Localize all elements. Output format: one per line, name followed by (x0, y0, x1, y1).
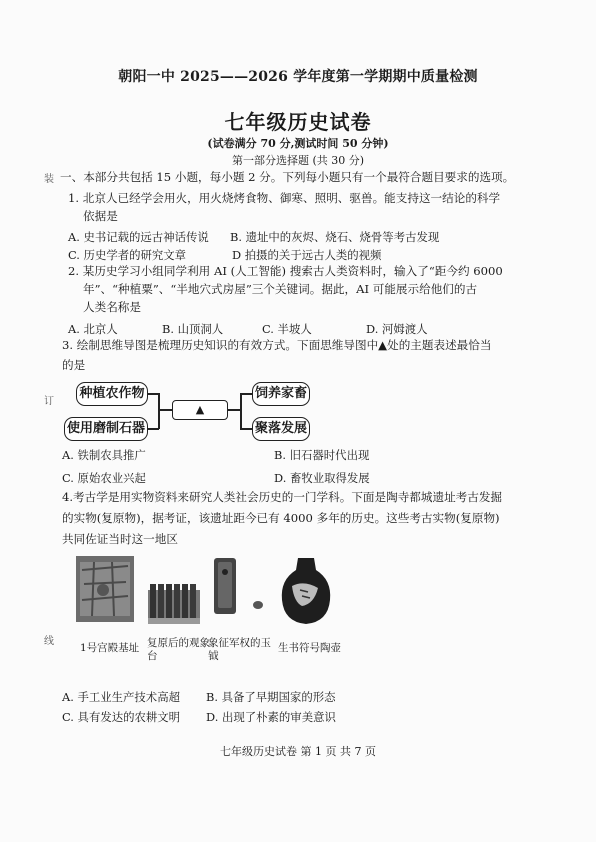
connector (158, 409, 172, 411)
q4-stem-line1: 4.考古学是用实物资料来研究人类社会历史的一门学科。下面是陶寺都城遗址考古发掘 (62, 490, 503, 504)
q1-stem-line1: 1. 北京人已经学会用火，用火烧烤食物、御寒、照明、驱兽。能支持这一结论的科学 (68, 191, 501, 205)
q1-option-c: C. 历史学者的研究文章 (68, 248, 187, 262)
caption-jade-1: 象征军权的玉 (208, 637, 271, 649)
q2-option-a: A. 北京人 (68, 322, 118, 336)
mindmap-left-top: 种植农作物 (76, 382, 148, 406)
q2-option-b: B. 山顶洞人 (162, 322, 224, 336)
exam-note: (试卷满分 70 分,测试时间 50 分钟) (207, 137, 389, 150)
q4-stem-line2: 的实物(复原物)，据考证，该遗址距今已有 4000 多年的历史。这些考古实物(复原物) (62, 511, 500, 525)
q3-stem-line2: 的是 (62, 358, 86, 372)
q3-stem-line1: 3. 绘制思维导图是梳理历史知识的有效方式。下面思维导图中▲处的主题表述最恰当 (62, 338, 492, 352)
small-fragment-photo (252, 600, 264, 610)
jade-yue-photo (210, 558, 240, 614)
q2-option-c: C. 半坡人 (262, 322, 312, 336)
connector (240, 428, 252, 430)
mindmap-left-bottom: 使用磨制石器 (64, 417, 148, 441)
binding-mark-3: 线 (44, 636, 54, 647)
binding-mark-1: 装 (44, 174, 54, 185)
mindmap-right-top: 饲养家畜 (252, 382, 310, 406)
q3-option-b: B. 旧石器时代出现 (274, 448, 370, 462)
q4-option-b: B. 具备了早期国家的形态 (206, 690, 336, 704)
connector (240, 393, 252, 395)
observatory-photo (148, 580, 200, 624)
connector (228, 409, 240, 411)
connector (240, 393, 242, 429)
q3-option-a: A. 铁制农具推广 (62, 448, 146, 462)
q4-option-c: C. 具有发达的农耕文明 (62, 710, 181, 724)
q2-stem-line3: 人类名称是 (83, 300, 141, 314)
q2-stem-line1: 2. 某历史学习小组同学利用 AI (人工智能) 搜索古人类资料时，输入了“距今约 6000 (68, 264, 503, 278)
q1-option-b: B. 遗址中的灰烬、烧石、烧骨等考古发现 (230, 230, 440, 244)
section-intro: 一、本部分共包括 15 小题，每小题 2 分。下列每小题只有一个最符合题目要求的选项。 (60, 170, 515, 184)
pottery-pot-photo (278, 556, 334, 626)
mindmap-right-bottom: 聚落发展 (252, 417, 310, 441)
q4-option-a: A. 手工业生产技术高超 (62, 690, 180, 704)
school-exam-line: 朝阳一中 2025——2026 学年度第一学期期中质量检测 (118, 69, 478, 85)
q4-option-d: D. 出现了朴素的审美意识 (206, 710, 336, 724)
page-footer: 七年级历史试卷 第 1 页 共 7 页 (220, 745, 376, 758)
q1-stem-line2: 依据是 (83, 209, 118, 223)
caption-palace: 1号宫殿基址 (80, 642, 140, 654)
exam-title: 七年级历史试卷 (224, 110, 372, 134)
caption-pottery: 生书符号陶壶 (278, 642, 341, 654)
binding-mark-2: 订 (44, 396, 54, 407)
part-title: 第一部分选择题 (共 30 分) (231, 154, 365, 167)
q2-option-d: D. 河姆渡人 (366, 322, 428, 336)
q4-stem-line3: 共同佐证当时这一地区 (62, 532, 178, 546)
caption-observatory-1: 复原后的观象 (147, 637, 210, 649)
q2-stem-line2: 年”、“种植粟”、“半地穴式房屋”三个关键词。据此，AI 可能展示给他们的古 (83, 282, 478, 296)
q3-option-d: D. 畜牧业取得发展 (274, 471, 370, 485)
q1-option-d: D 拍摄的关于远古人类的视频 (232, 248, 382, 262)
q1-option-a: A. 史书记载的远古神话传说 (68, 230, 209, 244)
connector (158, 393, 160, 429)
palace-foundation-photo (76, 556, 134, 622)
caption-observatory-2: 台 (147, 650, 158, 662)
mindmap-center-blank: ▲ (172, 400, 228, 420)
q3-option-c: C. 原始农业兴起 (62, 471, 146, 485)
caption-jade-2: 钺 (208, 650, 219, 662)
